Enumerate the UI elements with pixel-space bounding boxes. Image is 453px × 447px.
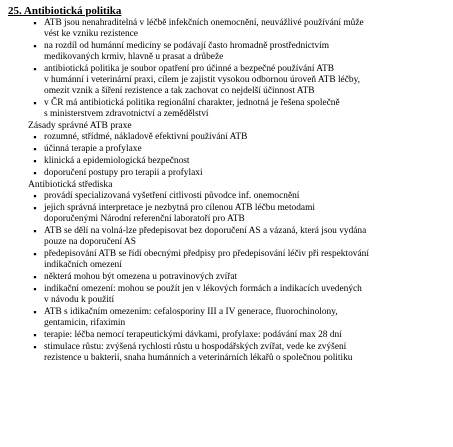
bullet-icon: ▪ [33,191,37,201]
list-item-text: jejich správná interpretace je nezbytná pro cílenou ATB léčbu metodami [44,203,315,213]
list-item-text: omezit vznik a šíření rezistence a tak zachovat co nejdelší účinnost ATB [44,86,315,96]
document-body [6,18,447,364]
list-item-text: gentamicin, rifaximin [44,318,126,328]
bullet-icon: ▪ [33,156,37,166]
list-item-text: ATB s idikačním omezením: cefalosporiny III a IV generace, fluorochinolony, [44,307,338,317]
bullet-icon: ▪ [33,284,37,294]
list-item [6,226,447,248]
list-item-text: vést ke vzniku rezistence [44,29,138,39]
bullet-icon: ▪ [33,272,37,282]
list-item [6,132,447,143]
list-item [6,307,447,329]
list-item-text: předepisování ATB se řídí obecnými předpisy pro předepisování léčiv při respektování [44,249,369,259]
list-item-text: medikovaných krmiv, hlavně u prasat a drůbeže [44,52,224,62]
list-item-text: pouze na doporučení AS [44,237,136,247]
list-item [6,41,447,63]
list-item [6,342,447,364]
bullet-icon: ▪ [33,64,37,74]
list-item-text: rozumné, střídmé, nákladově efektivní používání ATB [44,132,248,142]
bullet-list [6,18,447,120]
bullet-icon: ▪ [33,226,37,236]
list-item [6,249,447,271]
bullet-icon: ▪ [33,98,37,108]
list-item [6,168,447,179]
list-item [6,144,447,155]
list-item [6,98,447,120]
list-item [6,191,447,202]
section-title: Antibiotická střediska [28,179,113,190]
bullet-icon: ▪ [33,132,37,142]
list-item-text: na rozdíl od humánní medicíny se podávají často hromadně prostřednictvím [44,41,330,51]
bullet-icon: ▪ [33,144,37,154]
list-item [6,64,447,97]
bullet-list [6,191,447,364]
list-item-text: doporučení postupy pro terapii a profylaxi [44,168,203,178]
list-item [6,156,447,167]
list-item-text: indikačních omezení [44,260,122,270]
list-item-text: ATB se dělí na volná-lze předepisovat bez doporučení AS a vázaná, která jsou vydána [44,226,367,236]
list-item [6,330,447,341]
list-item-text: s ministerstvem zdravotnictví a zemědělství [44,109,209,119]
section-title: Zásady správné ATB praxe [28,120,132,131]
bullet-icon: ▪ [33,249,37,259]
bullet-icon: ▪ [33,307,37,317]
list-item-text: rezistence u bakterií, snaha humánních a veterinárních lékařů o společnou politiku [44,353,353,363]
list-item-text: klinická a epidemiologická bezpečnost [44,156,190,166]
list-item-text: stimulace růstu: zvýšená rychlosti růstu u hospodářských zvířat, vede ke zvýšení [44,342,347,352]
list-item [6,284,447,306]
list-item-text: ATB jsou nenahraditelná v léčbě infekčních onemocnění, neuvážlivé používání může [44,18,364,28]
list-item [6,272,447,283]
list-item-text: účinná terapie a profylaxe [44,144,142,154]
page-title: 25. Antibiotická politika [8,5,122,17]
bullet-icon: ▪ [33,41,37,51]
bullet-list [6,132,447,179]
list-item [6,18,447,40]
bullet-icon: ▪ [33,203,37,213]
list-item-text: provádí specializovaná vyšetření citlivosti původce inf. onemocnění [44,191,300,201]
list-item-text: v humánní i veterinární praxi, cílem je zajistit vysokou odbornou úroveň ATB léčby, [44,75,360,85]
bullet-icon: ▪ [33,330,37,340]
list-item-text: v ČR má antibiotická politika regionální charakter, jednotná je řešena společně [44,98,340,108]
list-item-text: indikační omezení: mohou se použít jen v lékových formách a indikacích uvedených [44,284,362,294]
list-item-text: terapie: léčba nemocí terapeutickými dávkami, profylaxe: podávání max 28 dní [44,330,342,340]
bullet-icon: ▪ [33,342,37,352]
bullet-icon: ▪ [33,18,37,28]
list-item-text: antibiotická politika je soubor opatření pro účinné a bezpečné používání ATB [44,64,335,74]
list-item [6,203,447,225]
list-item-text: některá mohou být omezena u potravinových zvířat [44,272,238,282]
list-item-text: doporučenými Národní referenční laboratoří pro ATB [44,214,245,224]
list-item-text: v návodu k použití [44,295,115,305]
bullet-icon: ▪ [33,168,37,178]
